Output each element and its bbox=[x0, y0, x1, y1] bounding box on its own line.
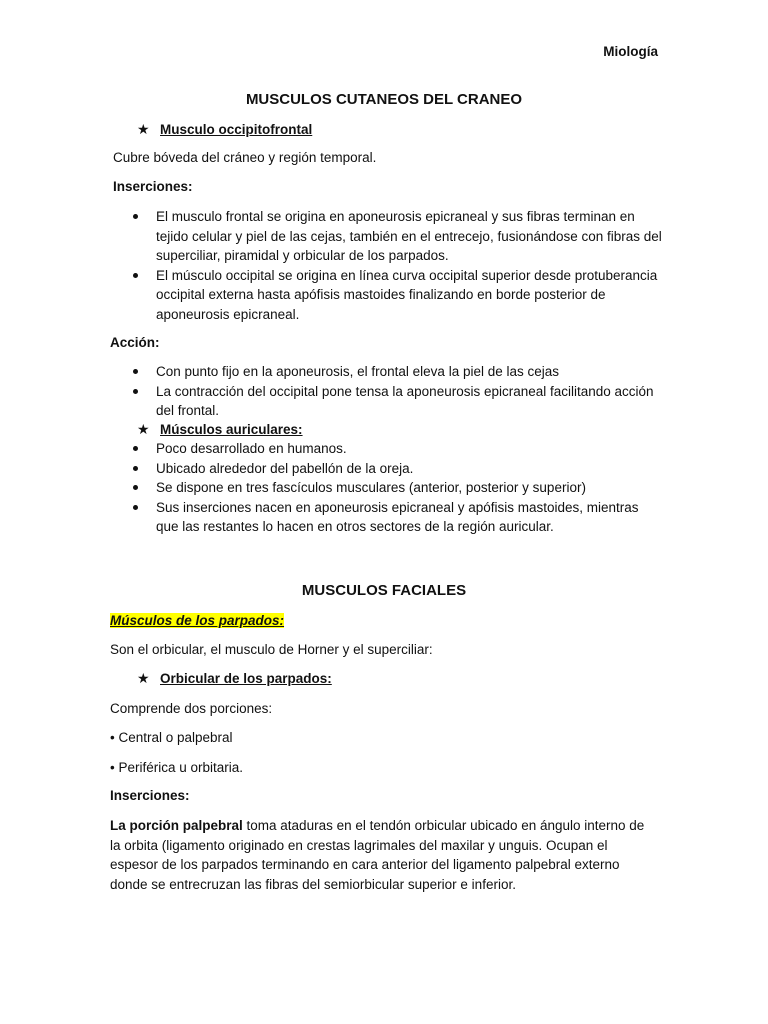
list-item: Poco desarrollado en humanos. bbox=[132, 439, 662, 459]
subheading-parpados: Músculos de los parpados: bbox=[110, 613, 285, 628]
section-title-faciales: MUSCULOS FACIALES bbox=[301, 582, 467, 599]
list-item: Sus inserciones nacen en aponeurosis epicraneal y apófisis mastoides, mientras que las restantes lo hacen en otros sectores de la región auricular. bbox=[132, 498, 662, 537]
star-icon: ★ bbox=[137, 670, 150, 686]
list-item: Se dispone en tres fascículos musculares (anterior, posterior y superior) bbox=[132, 478, 662, 498]
comprende-text: Comprende dos porciones: bbox=[110, 701, 273, 716]
header-subject: Miología bbox=[603, 44, 658, 59]
accion-list bbox=[132, 362, 662, 421]
heading-occipitofrontal: ★ Musculo occipitofrontal bbox=[137, 121, 313, 137]
heading-orbicular: ★ Orbicular de los parpados: bbox=[137, 670, 332, 686]
heading-auriculares: ★ Músculos auriculares: bbox=[137, 421, 303, 437]
parpados-intro: Son el orbicular, el musculo de Horner y el superciliar: bbox=[110, 642, 433, 657]
star-icon: ★ bbox=[137, 421, 150, 437]
inserciones-label: Inserciones: bbox=[113, 179, 193, 194]
porcion-palpebral-paragraph: La porción palpebral toma ataduras en el tendón orbicular ubicado en ángulo interno de la orbita (ligamento originado en crestas lagrimales del maxilar y unguis. Ocupan el espesor de los parpados terminando en cara anterior del ligamento palpebral externo donde se entrecruzan las fibras del semiorbicular superior e inferior. bbox=[110, 818, 645, 892]
section-title-craneo: MUSCULOS CUTANEOS DEL CRANEO bbox=[245, 91, 523, 108]
porcion-central: • Central o palpebral bbox=[110, 730, 233, 745]
auriculares-list bbox=[132, 439, 662, 537]
list-item: La contracción del occipital pone tensa la aponeurosis epicraneal facilitando acción del frontal. bbox=[132, 382, 662, 421]
inserciones-label-2: Inserciones: bbox=[110, 788, 190, 803]
list-item: El músculo occipital se origina en línea curva occipital superior desde protuberancia occipital externa hasta apófisis mastoides finalizando en borde posterior de aponeurosis epicraneal. bbox=[132, 266, 662, 325]
accion-label: Acción: bbox=[110, 335, 160, 350]
star-icon: ★ bbox=[137, 121, 150, 137]
list-item: Ubicado alrededor del pabellón de la oreja. bbox=[132, 459, 662, 479]
porcion-periferica: • Periférica u orbitaria. bbox=[110, 760, 244, 775]
list-item: Con punto fijo en la aponeurosis, el frontal eleva la piel de las cejas bbox=[132, 362, 662, 382]
list-item: El musculo frontal se origina en aponeurosis epicraneal y sus fibras terminan en tejido celular y piel de las cejas, también en el entrecejo, fusionándose con fibras del superciliar, piramidal y orbicular de los parpados. bbox=[132, 207, 662, 266]
occipitofrontal-description: Cubre bóveda del cráneo y región temporal. bbox=[113, 150, 377, 165]
inserciones-list bbox=[132, 207, 662, 324]
